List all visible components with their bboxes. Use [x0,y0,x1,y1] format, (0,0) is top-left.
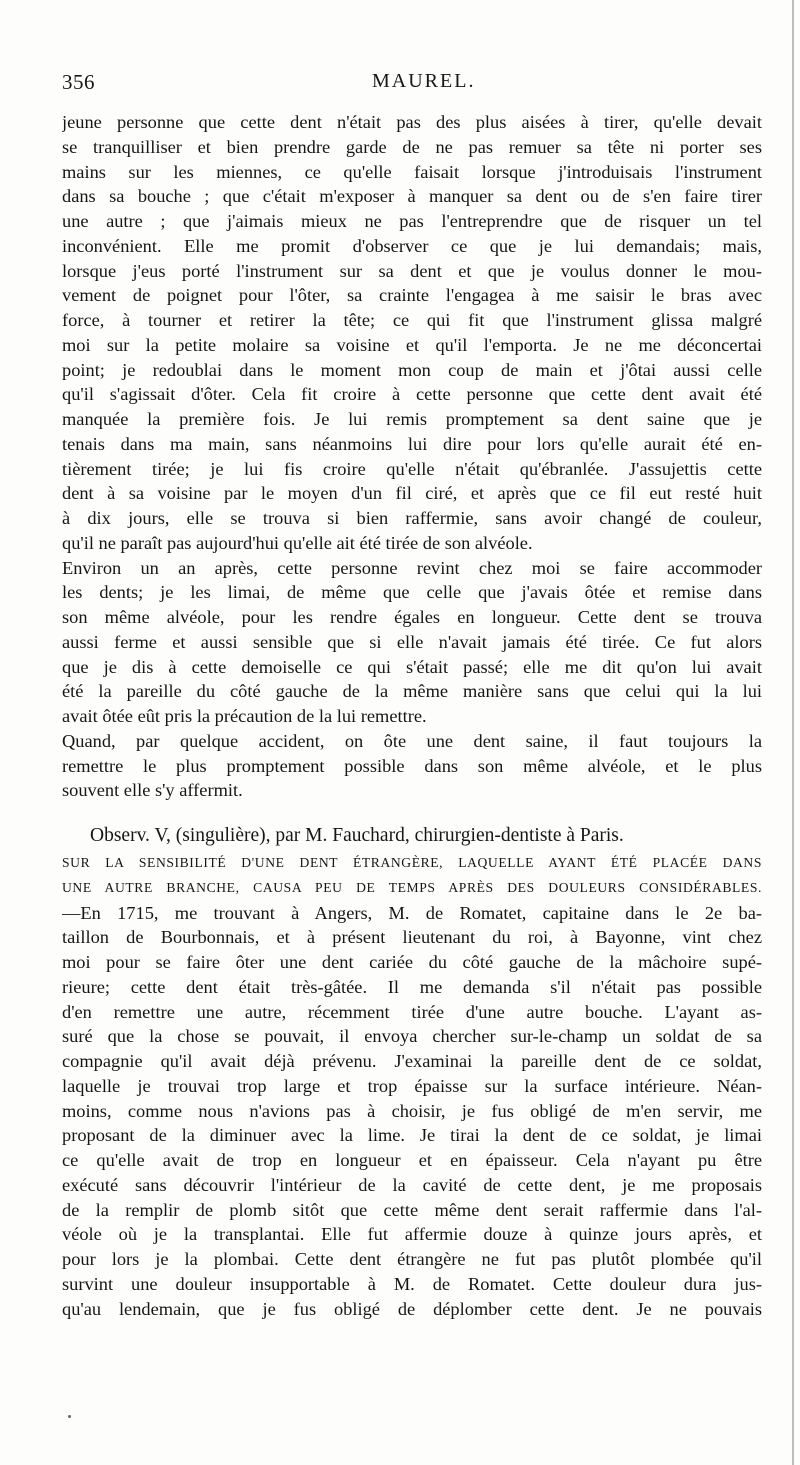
text-line: tièrement tirée; je lui fis croire qu'elle n'était qu'ébranlée. J'assujettis cette [62,458,762,479]
page-number: 356 [62,70,95,94]
text-line: moi sur la petite molaire sa voisine et qu'il l'emporta. Je ne me déconcertai [62,334,762,355]
text-line: moi pour se faire ôter une dent cariée du côté gauche de la mâchoire supé- [62,952,762,972]
text-line: dans sa bouche ; que c'était m'exposer à manquer sa dent ou de s'en faire tirer [62,186,762,207]
text-line: inconvénient. Elle me promit d'observer ce que je lui demandais; mais, [62,235,762,256]
text-line: Quand, par quelque accident, on ôte une dent saine, il faut toujours la [62,730,762,751]
page-edge-shadow [792,0,794,1465]
text-line: qu'il s'agissait d'ôter. Cela fit croire à cette personne que cette dent avait été [62,384,762,405]
text-line: se tranquilliser et bien prendre garde de ne pas remuer sa tête ni porter ses [62,136,762,157]
text-line: été la pareille du côté gauche de la même manière sans que celui qui la lui [62,681,762,702]
text-line: d'en remettre une autre, récemment tirée d'une autre bouche. L'ayant as- [62,1001,762,1022]
text-line: compagnie qu'il avait déjà prévenu. J'examinai la pareille dent de ce soldat, [62,1051,762,1071]
text-line: manquée la première fois. Je lui remis promptement sa dent saine que je [62,409,762,429]
text-line: lorsque j'eus porté l'instrument sur sa dent et que je voulus donner le mou- [62,260,762,281]
text-line: véole où je la transplantai. Elle fut affermie douze à quinze jours après, et [62,1224,762,1245]
text-line: Environ un an après, cette personne revint chez moi se faire accommoder [62,557,762,578]
text-line: de la remplir de plomb sitôt que cette même dent serait raffermie dans l'al- [62,1199,762,1220]
text-line: qu'au lendemain, que je fus obligé de déplomber cette dent. Je ne pouvais [62,1298,762,1319]
text-line: aussi ferme et aussi sensible que si elle n'avait jamais été tirée. Ce fut alors [62,631,762,652]
text-line: force, à tourner et retirer la tête; ce qui fit que l'instrument glissa malgré [62,310,762,330]
text-line: à dix jours, elle se trouva si bien raffermie, sans avoir changé de couleur, [62,508,762,528]
observation-heading: Observ. V, (singulière), par M. Fauchard, chirurgien-dentiste à Paris. [90,825,624,846]
text-line: point; je redoublai dans le moment mon coup de main et j'ôtai aussi celle [62,359,762,380]
observation-subtitle-line: UNE AUTRE BRANCHE, CAUSA PEU DE TEMPS APRÈS DES DOULEURS CONSIDÉRABLES. [62,879,762,895]
text-line: avait ôtée eût pris la précaution de la lui remettre. [62,706,427,726]
text-line: laquelle je trouvai trop large et trop épaisse sur la surface intérieure. Néan- [62,1075,762,1096]
text-line: dent à sa voisine par le moyen d'un fil ciré, et après que ce fil eut resté huit [62,483,762,504]
body-text [62,110,762,1321]
text-line: ce qu'elle avait de trop en longueur et en épaisseur. Cela n'ayant pu être [62,1150,762,1170]
text-line: —En 1715, me trouvant à Angers, M. de Romatet, capitaine dans le 2e ba- [62,902,762,923]
text-line: remettre le plus promptement possible dans son même alvéole, et le plus [62,755,762,776]
text-line: exécuté sans découvrir l'intérieur de la cavité de cette dent, je me proposais [62,1174,762,1195]
ink-speck [68,1415,71,1418]
text-line: taillon de Bourbonnais, et à présent lieutenant du roi, à Bayonne, vint chez [62,927,762,948]
text-line: souvent elle s'y affermit. [62,780,243,801]
text-line: vement de poignet pour l'ôter, sa crainte l'engagea à me saisir le bras avec [62,285,762,306]
text-line: tenais dans ma main, sans néanmoins lui dire pour lors qu'elle aurait été en- [62,433,762,454]
text-line: que je dis à cette demoiselle ce qui s'était passé; elle me dit qu'on lui avait [62,656,762,677]
text-line: suré que la chose se pouvait, il envoya chercher sur-le-champ un soldat de sa [62,1026,762,1047]
running-head: MAUREL. [372,70,476,92]
text-line: rieure; cette dent était très-gâtée. Il me demanda s'il n'était pas possible [62,976,762,997]
text-line: qu'il ne paraît pas aujourd'hui qu'elle ait été tirée de son alvéole. [62,532,533,553]
text-line: mains sur les miennes, ce qu'elle faisait lorsque j'introduisais l'instrument [62,161,762,182]
page-header [62,70,762,100]
text-line: pour lors je la plombai. Cette dent étrangère ne fut pas plutôt plombée qu'il [62,1249,762,1269]
text-line: survint une douleur insupportable à M. de Romatet. Cette douleur dura jus- [62,1273,762,1294]
text-line: proposant de la diminuer avec la lime. Je tirai la dent de ce soldat, je limai [62,1125,762,1146]
text-line: son même alvéole, pour les rendre égales en longueur. Cette dent se trouva [62,607,762,627]
text-line: jeune personne que cette dent n'était pas des plus aisées à tirer, qu'elle devait [62,112,762,132]
paragraph-gap [62,803,762,821]
text-line: une autre ; que j'aimais mieux ne pas l'entreprendre que de risquer un tel [62,211,762,231]
observation-subtitle-line: SUR LA SENSIBILITÉ D'UNE DENT ÉTRANGÈRE, LAQUELLE AYANT ÉTÉ PLACÉE DANS [62,855,762,870]
text-line: les dents; je les limai, de même que celle que j'avais ôtée et remise dans [62,582,762,603]
text-line: moins, comme nous n'avions pas à choisir, je fus obligé de m'en servir, me [62,1100,762,1121]
